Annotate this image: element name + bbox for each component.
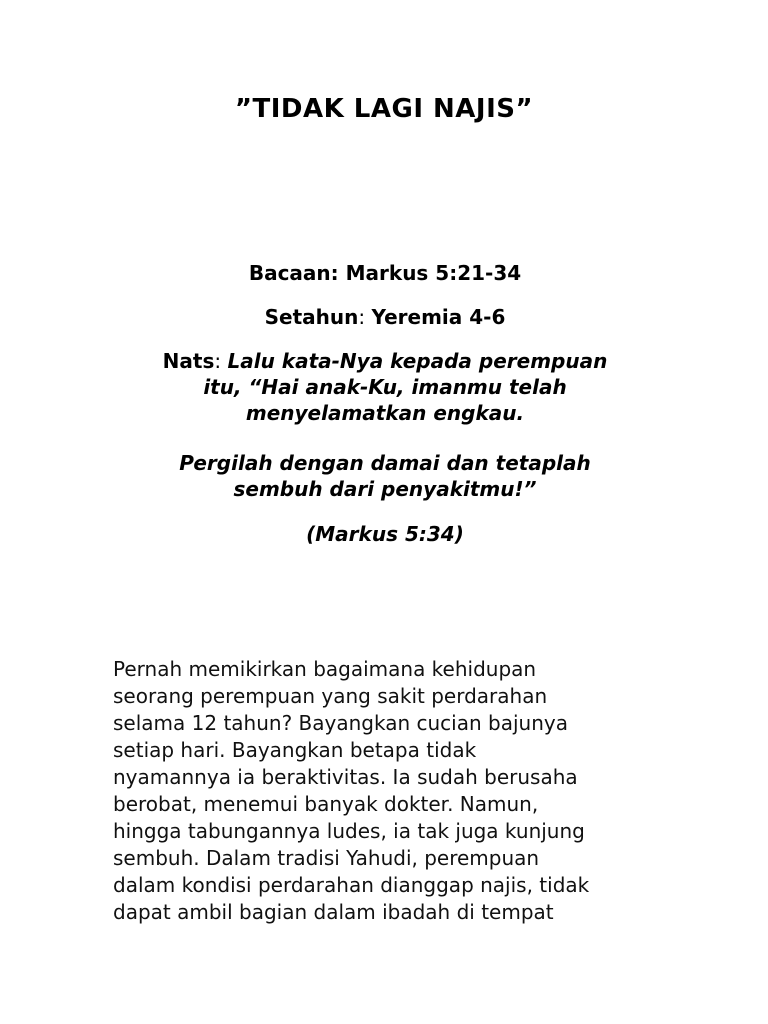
body-line: berobat, menemui banyak dokter. Namun, <box>113 792 539 816</box>
key-verse-continuation <box>120 450 650 502</box>
reading-value: Markus 5:21-34 <box>345 261 522 285</box>
body-line: dapat ambil bagian dalam ibadah di tempat <box>113 900 554 924</box>
yearly-value: Yeremia 4-6 <box>371 305 506 329</box>
key-verse-continuation-line-1: Pergilah dengan damai dan tetaplah <box>179 451 591 475</box>
body-paragraph <box>113 656 673 926</box>
key-verse <box>120 348 650 426</box>
key-verse-text: Lalu kata-Nya kepada perempuan <box>227 349 608 373</box>
reading-line <box>120 260 650 286</box>
yearly-colon: : <box>358 305 372 329</box>
body-line: dalam kondisi perdarahan dianggap najis, tidak <box>113 873 590 897</box>
body-line: seorang perempuan yang sakit perdarahan <box>113 684 548 708</box>
reading-label: Bacaan <box>248 261 331 285</box>
key-verse-line-3: menyelamatkan engkau. <box>245 401 525 425</box>
key-verse-reference: (Markus 5:34) <box>306 522 464 546</box>
key-verse-continuation-line-2: sembuh dari penyakitmu!” <box>233 477 537 501</box>
key-verse-line-1 <box>120 348 650 374</box>
yearly-reading-line <box>120 304 650 330</box>
document-title: ”TIDAK LAGI NAJIS” <box>234 94 534 124</box>
body-line: Pernah memikirkan bagaimana kehidupan <box>113 657 537 681</box>
reading-colon: : <box>330 261 346 285</box>
yearly-label: Setahun <box>264 305 359 329</box>
key-verse-line-2: itu, “Hai anak-Ku, imanmu telah <box>203 375 567 399</box>
body-line: hingga tabungannya ludes, ia tak juga kunjung <box>113 819 585 843</box>
body-line: selama 12 tahun? Bayangkan cucian bajunya <box>113 711 568 735</box>
key-verse-colon: : <box>214 349 228 373</box>
key-verse-label: Nats <box>162 349 215 373</box>
body-line: sembuh. Dalam tradisi Yahudi, perempuan <box>113 846 540 870</box>
body-line: nyamannya ia beraktivitas. Ia sudah berusaha <box>113 765 578 789</box>
body-line: setiap hari. Bayangkan betapa tidak <box>113 738 477 762</box>
